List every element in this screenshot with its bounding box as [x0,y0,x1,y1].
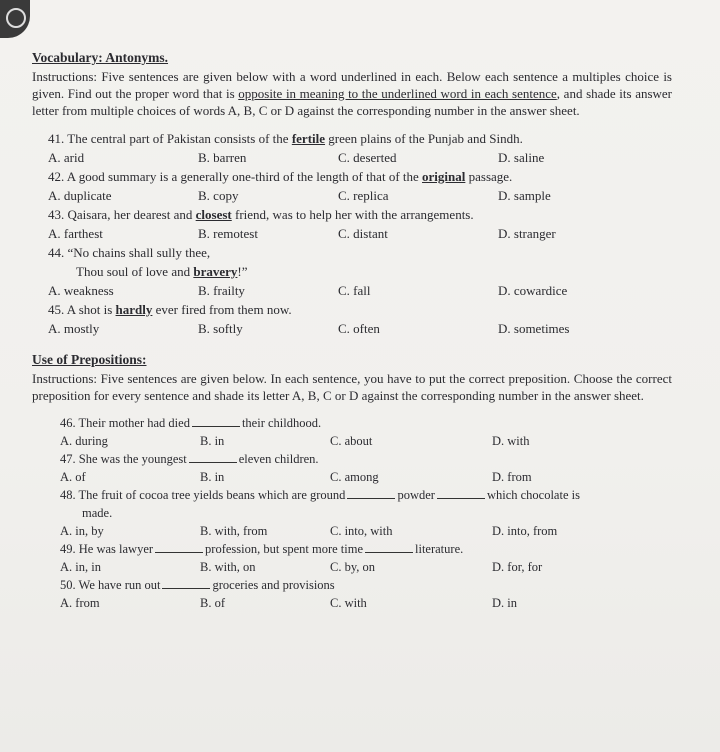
option-row [32,470,672,488]
question-stem: 45. A shot is hardly ever fired from them now. [48,302,292,317]
option-row [32,226,672,245]
prepositions-section [32,352,672,614]
option-d: D. sometimes [498,321,570,336]
option-d: D. with [492,434,530,448]
option-c: C. fall [338,283,371,298]
option-d: D. from [492,470,532,484]
question-stem: 41. The central part of Pakistan consists of the fertile green plains of the Punjab and Sindh. [48,131,523,146]
option-b: B. in [200,434,225,448]
question-stem: 44. “No chains shall sully thee, [48,245,211,260]
option-c: C. deserted [338,150,397,165]
option-b: B. barren [198,150,247,165]
question-stem: 46. Their mother had died their childhood. [60,416,322,430]
option-a: A. during [60,434,108,448]
option-row [32,283,672,302]
option-d: D. into, from [492,524,558,538]
page-content [32,50,672,614]
option-b: B. softly [198,321,243,336]
option-b: B. with, on [200,560,256,574]
option-row [32,321,672,340]
option-d: D. for, for [492,560,543,574]
option-row [32,434,672,452]
option-a: A. arid [48,150,85,165]
preposition-questions [32,416,672,614]
option-a: A. from [60,596,100,610]
option-d: D. in [492,596,517,610]
option-row [32,596,672,614]
antonym-questions [32,131,672,340]
option-c: C. by, on [330,560,376,574]
question-stem: 47. She was the youngest eleven children. [60,452,319,466]
option-d: D. cowardice [498,283,568,298]
option-d: D. saline [498,150,545,165]
question-stem: 49. He was lawyer profession, but spent more time literature. [60,542,464,556]
option-a: A. mostly [48,321,100,336]
app-icon [0,0,30,38]
option-c: C. among [330,470,379,484]
section2-instructions: Instructions: Five sentences are given below. In each sentence, you have to put the correct preposition. Choose the correct preposition for every sentence and shade its letter A, B, C or D against the corresponding number in the answer sheet. [32,371,672,403]
option-b: B. in [200,470,225,484]
option-c: C. with [330,596,367,610]
question-stem-line2: made. [82,506,113,520]
option-row [32,150,672,169]
question-stem: 43. Qaisara, her dearest and closest friend, was to help her with the arrangements. [48,207,474,222]
option-a: A. duplicate [48,188,112,203]
option-a: A. farthest [48,226,103,241]
option-a: A. weakness [48,283,114,298]
option-b: B. remotest [198,226,258,241]
option-a: A. of [60,470,86,484]
option-row [32,188,672,207]
option-b: B. frailty [198,283,245,298]
question-stem-line2: Thou soul of love and bravery!” [76,264,248,279]
option-a: A. in, in [60,560,101,574]
option-c: C. often [338,321,380,336]
option-d: D. stranger [498,226,556,241]
option-c: C. about [330,434,373,448]
option-b: B. copy [198,188,239,203]
option-c: C. distant [338,226,388,241]
question-stem: 48. The fruit of cocoa tree yields beans which are ground powder which chocolate is [60,488,580,502]
option-b: B. of [200,596,225,610]
question-stem: 42. A good summary is a generally one-third of the length of that of the original passage. [48,169,513,184]
option-c: C. replica [338,188,389,203]
option-c: C. into, with [330,524,393,538]
option-b: B. with, from [200,524,268,538]
option-row [32,560,672,578]
section1-instructions: Instructions: Five sentences are given below with a word underlined in each. Below each sentence a multiples choice is given. Find out the proper word that is opposite in meaning to the underlined word in each sentence, and shade its answer letter from multiple choices of words A, B, C or D against the corresponding number in the answer sheet. [32,69,673,118]
section1-heading: Vocabulary: Antonyms. [32,50,169,65]
option-d: D. sample [498,188,551,203]
option-row [32,524,672,542]
question-stem: 50. We have run out groceries and provisions [60,578,335,592]
option-a: A. in, by [60,524,104,538]
section2-heading: Use of Prepositions: [32,352,147,367]
